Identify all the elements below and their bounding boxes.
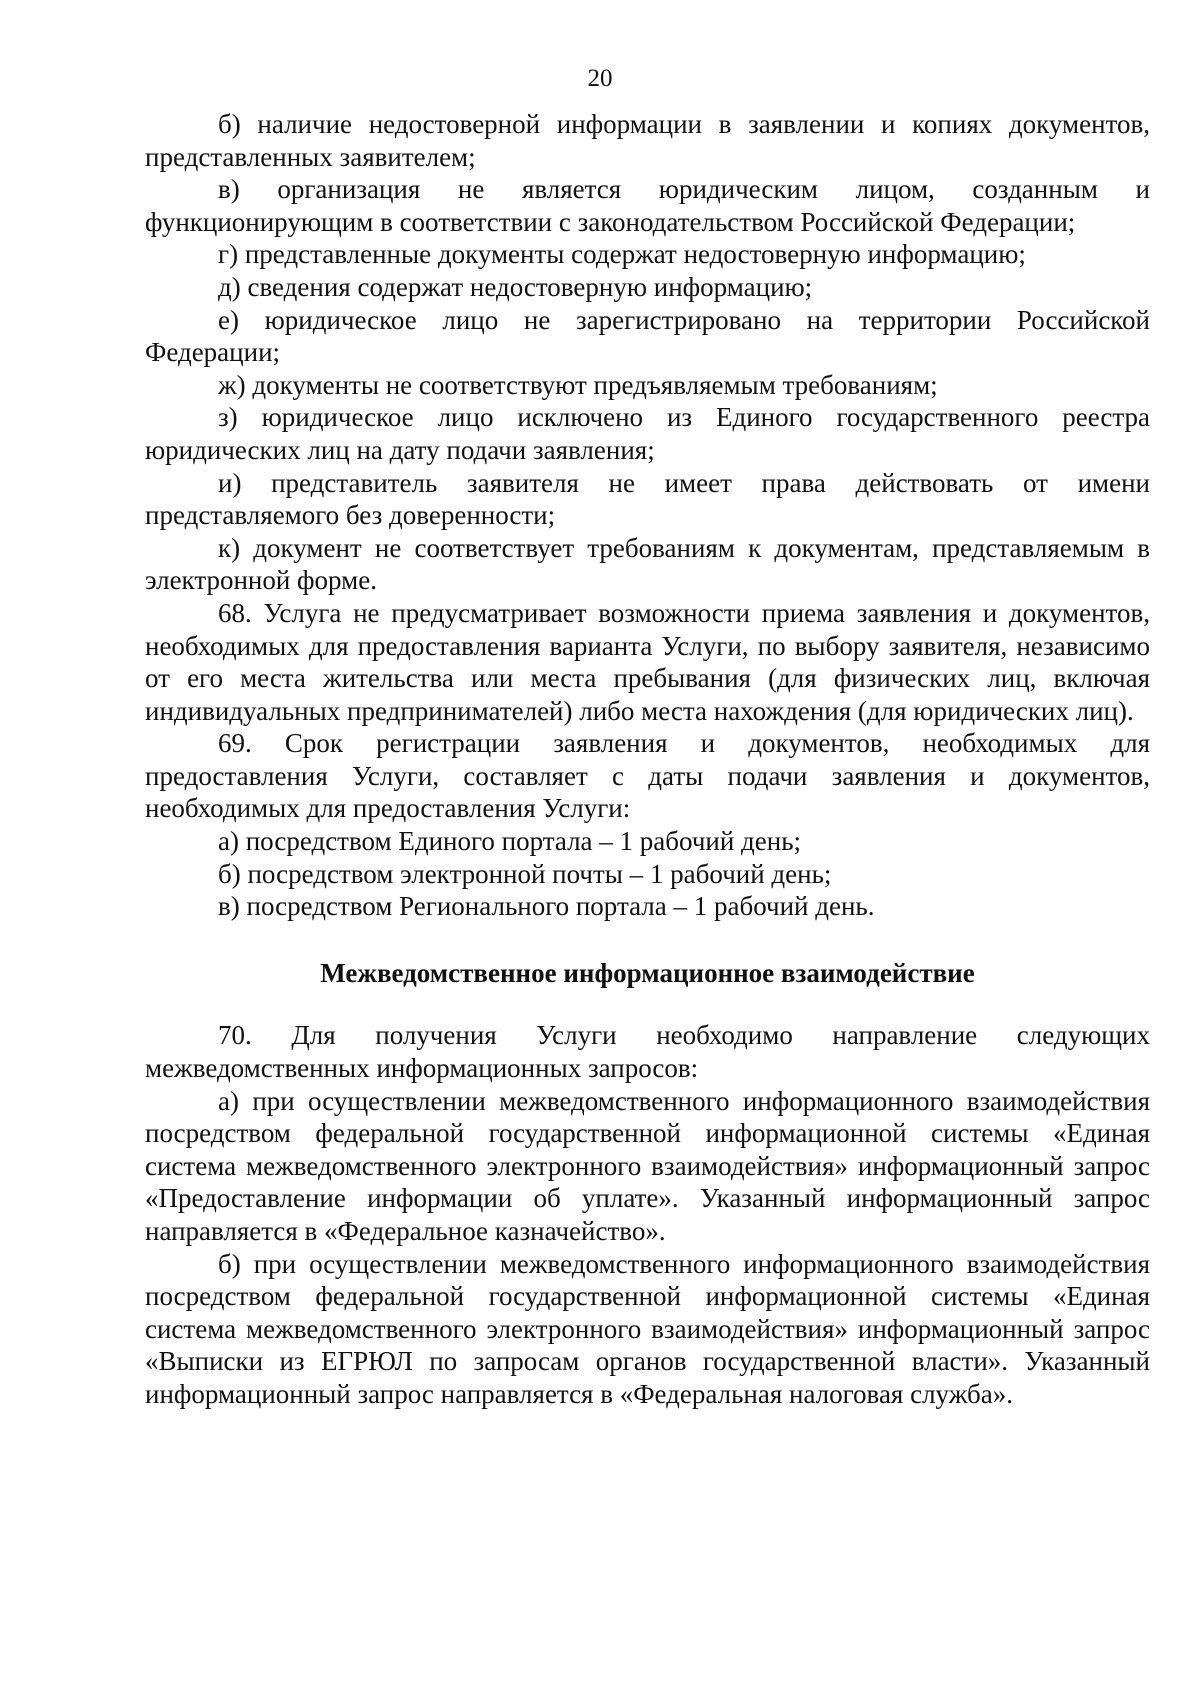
- clause-69-item-a: а) посредством Единого портала – 1 рабочий день;: [218, 826, 802, 857]
- document-body: [145, 108, 1150, 1411]
- item-g-paragraph: г) представленные документы содержат недостоверную информацию;: [218, 239, 1026, 270]
- clause-69-item-b: б) посредством электронной почты – 1 рабочий день;: [218, 858, 832, 889]
- item-d-paragraph: д) сведения содержат недостоверную информацию;: [218, 271, 813, 302]
- clause-70-item-a: а) при осуществлении межведомственного информационного взаимодействия посредством федеральной государственной информационной системы «Единая система межведомственного электронного взаимодействия» информационный запрос «Предоставление информации об уплате». Указанный информационный запрос направляется в «Федеральное казначейство».: [145, 1085, 1150, 1246]
- clause-68-paragraph: 68. Услуга не предусматривает возможности приема заявления и документов, необходимых для предоставления варианта Услуги, по выбору заявителя, независимо от его места жительства или места пребывания (для физических лиц, включая индивидуальных предпринимателей) либо места нахождения (для юридических лиц).: [145, 597, 1150, 726]
- item-v-paragraph: в) организация не является юридическим лицом, созданным и функционирующим в соответствии с законодательством Российской Федерации;: [145, 174, 1150, 237]
- clause-70-item-b: б) при осуществлении межведомственного информационного взаимодействия посредством федеральной государственной информационной системы «Единая система межведомственного электронного взаимодействия» информационный запрос «Выписки из ЕГРЮЛ по запросам органов государственной власти». Указанный информационный запрос направляется в «Федеральная налоговая служба».: [145, 1248, 1150, 1409]
- item-k-paragraph: к) документ не соответствует требованиям к документам, представляемым в электронной форме.: [145, 532, 1150, 596]
- item-zh-paragraph: ж) документы не соответствуют предъявляемым требованиям;: [218, 369, 938, 400]
- section-heading: Межведомственное информационное взаимодействие: [320, 957, 975, 988]
- clause-69-item-v: в) посредством Регионального портала – 1 рабочий день.: [218, 891, 875, 922]
- item-e-paragraph: е) юридическое лицо не зарегистрировано на территории Российской Федерации;: [145, 304, 1150, 368]
- page-number: 20: [587, 65, 613, 92]
- item-i-paragraph: и) представитель заявителя не имеет права действовать от имени представляемого без доверенности;: [145, 467, 1150, 531]
- clause-70-paragraph: 70. Для получения Услуги необходимо направление следующих межведомственных информационных запросов:: [145, 1020, 1150, 1084]
- item-z-paragraph: з) юридическое лицо исключено из Единого государственного реестра юридических лиц на дату подачи заявления;: [145, 402, 1150, 465]
- item-b-paragraph: б) наличие недостоверной информации в заявлении и копиях документов, представленных заявителем;: [145, 109, 1150, 172]
- clause-69-paragraph: 69. Срок регистрации заявления и документов, необходимых для предоставления Услуги, составляет с даты подачи заявления и документов, необходимых для предоставления Услуги:: [145, 728, 1150, 824]
